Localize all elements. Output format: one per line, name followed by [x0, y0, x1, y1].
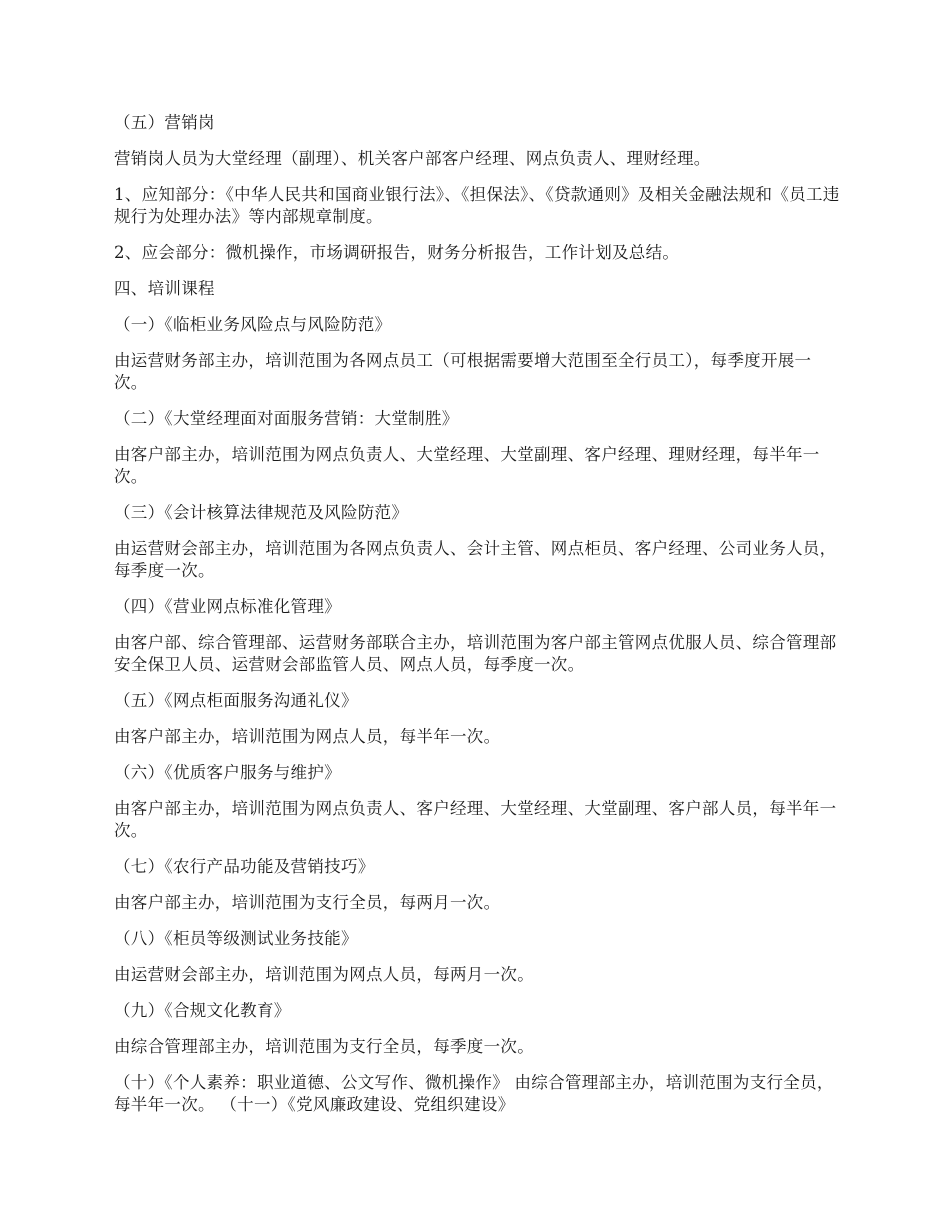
course-description-2: 由客户部主办，培训范围为网点负责人、大堂经理、大堂副理、客户经理、理财经理，每半年一次。 [114, 445, 820, 486]
course-description-6: 由客户部主办，培训范围为网点负责人、客户经理、大堂经理、大堂副理、客户部人员，每半年一次。 [114, 799, 837, 840]
course-title-6: （六）《优质客户服务与维护》 [114, 763, 341, 782]
document-body [114, 112, 842, 1130]
course-title-8: （八）《柜员等级测试业务技能》 [114, 929, 358, 948]
course-description-7: 由客户部主办，培训范围为支行全员，每两月一次。 [114, 893, 501, 912]
paragraph-required-knowledge: 1、应知部分：《中华人民共和国商业银行法》、《担保法》、《贷款通则》及相关金融法规和《员工违规行为处理办法》等内部规章制度。 [114, 185, 840, 226]
paragraph-required-skills: 2、应会部分：微机操作，市场调研报告，财务分析报告，工作计划及总结。 [114, 243, 680, 262]
course-description-4: 由客户部、综合管理部、运营财务部联合主办，培训范围为客户部主管网点优服人员、综合管理部安全保卫人员、运营财会部监管人员、网点人员，每季度一次。 [114, 633, 837, 674]
course-title-1: （一）《临柜业务风险点与风险防范》 [114, 315, 392, 334]
course-title-2: （二）《大堂经理面对面服务营销：大堂制胜》 [114, 409, 459, 428]
course-description-5: 由客户部主办，培训范围为网点人员，每半年一次。 [114, 727, 501, 746]
section-heading-marketing-post: （五）营销岗 [114, 113, 215, 132]
course-description-1: 由运营财务部主办，培训范围为各网点员工（可根据需要增大范围至全行员工），每季度开展一次。 [114, 351, 812, 392]
course-title-4: （四）《营业网点标准化管理》 [114, 597, 341, 616]
paragraph-marketing-staff: 营销岗人员为大堂经理（副理）、机关客户部客户经理、网点负责人、理财经理。 [114, 149, 711, 168]
course-title-7: （七）《农行产品功能及营销技巧》 [114, 857, 375, 876]
course-description-3: 由运营财会部主办，培训范围为各网点负责人、会计主管、网点柜员、客户经理、公司业务人员，每季度一次。 [114, 539, 837, 580]
course-title-3: （三）《会计核算法律规范及风险防范》 [114, 503, 409, 522]
course-description-9: 由综合管理部主办，培训范围为支行全员，每季度一次。 [114, 1037, 534, 1056]
section-heading-training-courses: 四、培训课程 [114, 279, 215, 298]
course-10-and-11: （十）《个人素养：职业道德、公文写作、微机操作》 由综合管理部主办，培训范围为支行全员，每半年一次。 （十一）《党风廉政建设、党组织建设》 [114, 1073, 834, 1114]
course-description-8: 由运营财会部主办，培训范围为网点人员，每两月一次。 [114, 965, 534, 984]
course-title-5: （五）《网点柜面服务沟通礼仪》 [114, 691, 358, 710]
course-title-9: （九）《合规文化教育》 [114, 1001, 291, 1020]
